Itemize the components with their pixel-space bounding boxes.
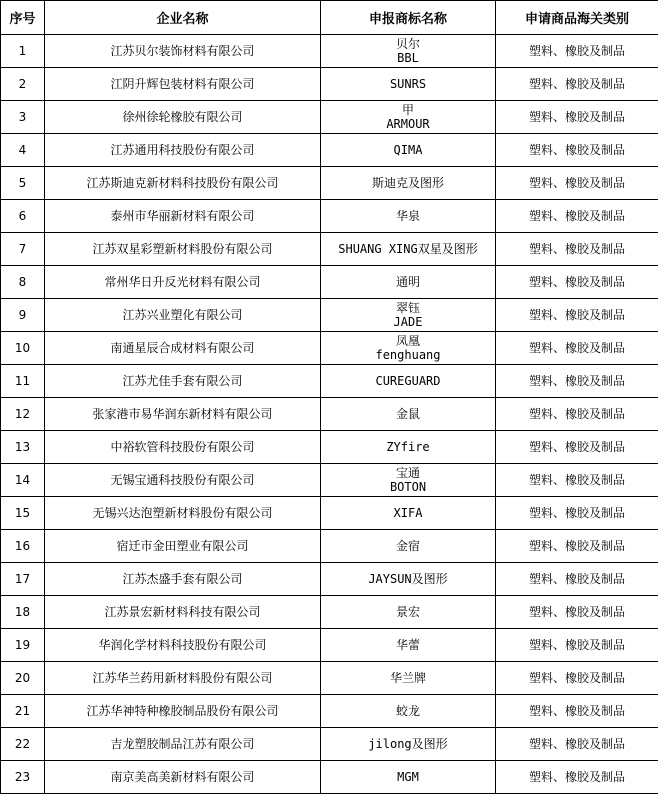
cell-index: 5 bbox=[1, 167, 45, 200]
trademark-line: CUREGUARD bbox=[321, 374, 495, 388]
cell-trademark bbox=[321, 596, 496, 629]
table-row bbox=[1, 530, 658, 563]
cell-index: 17 bbox=[1, 563, 45, 596]
cell-category: 塑料、橡胶及制品 bbox=[496, 629, 658, 662]
table-row bbox=[1, 596, 658, 629]
cell-category: 塑料、橡胶及制品 bbox=[496, 398, 658, 431]
cell-category: 塑料、橡胶及制品 bbox=[496, 662, 658, 695]
cell-company: 无锡兴达泡塑新材料股份有限公司 bbox=[45, 497, 321, 530]
trademark-line: 凤凰 bbox=[321, 334, 495, 348]
cell-company: 南京美高美新材料有限公司 bbox=[45, 761, 321, 794]
cell-index: 21 bbox=[1, 695, 45, 728]
cell-trademark bbox=[321, 431, 496, 464]
header-trademark: 申报商标名称 bbox=[321, 1, 496, 35]
trademark-line: ZYfire bbox=[321, 440, 495, 454]
cell-category: 塑料、橡胶及制品 bbox=[496, 530, 658, 563]
cell-trademark bbox=[321, 365, 496, 398]
cell-index: 1 bbox=[1, 35, 45, 68]
table-row bbox=[1, 761, 658, 794]
trademark-line: 华泉 bbox=[321, 209, 495, 223]
cell-company: 南通星辰合成材料有限公司 bbox=[45, 332, 321, 365]
cell-trademark bbox=[321, 497, 496, 530]
table-row bbox=[1, 299, 658, 332]
cell-company: 江苏华兰药用新材料股份有限公司 bbox=[45, 662, 321, 695]
table-row bbox=[1, 68, 658, 101]
trademark-line: 贝尔 bbox=[321, 37, 495, 51]
cell-company: 常州华日升反光材料有限公司 bbox=[45, 266, 321, 299]
cell-index: 4 bbox=[1, 134, 45, 167]
cell-company: 江苏兴业塑化有限公司 bbox=[45, 299, 321, 332]
cell-trademark bbox=[321, 35, 496, 68]
trademark-line: 华蕾 bbox=[321, 638, 495, 652]
cell-trademark bbox=[321, 662, 496, 695]
cell-company: 江苏华神特种橡胶制品股份有限公司 bbox=[45, 695, 321, 728]
table-row bbox=[1, 200, 658, 233]
cell-company: 江苏斯迪克新材料科技股份有限公司 bbox=[45, 167, 321, 200]
cell-category: 塑料、橡胶及制品 bbox=[496, 68, 658, 101]
cell-category: 塑料、橡胶及制品 bbox=[496, 332, 658, 365]
trademark-line: 蛟龙 bbox=[321, 704, 495, 718]
cell-category: 塑料、橡胶及制品 bbox=[496, 299, 658, 332]
table-row bbox=[1, 332, 658, 365]
cell-index: 23 bbox=[1, 761, 45, 794]
cell-company: 江苏通用科技股份有限公司 bbox=[45, 134, 321, 167]
trademark-line: 通明 bbox=[321, 275, 495, 289]
header-index: 序号 bbox=[1, 1, 45, 35]
cell-category: 塑料、橡胶及制品 bbox=[496, 563, 658, 596]
trademark-line: 华兰牌 bbox=[321, 671, 495, 685]
cell-category: 塑料、橡胶及制品 bbox=[496, 101, 658, 134]
cell-index: 8 bbox=[1, 266, 45, 299]
cell-company: 江苏景宏新材料科技有限公司 bbox=[45, 596, 321, 629]
cell-index: 3 bbox=[1, 101, 45, 134]
trademark-line: 宝通 bbox=[321, 466, 495, 480]
table-row bbox=[1, 563, 658, 596]
trademark-line: SHUANG XING双星及图形 bbox=[321, 242, 495, 256]
table-row bbox=[1, 167, 658, 200]
cell-index: 2 bbox=[1, 68, 45, 101]
cell-trademark bbox=[321, 398, 496, 431]
cell-company: 徐州徐轮橡胶有限公司 bbox=[45, 101, 321, 134]
cell-company: 江苏尤佳手套有限公司 bbox=[45, 365, 321, 398]
cell-index: 19 bbox=[1, 629, 45, 662]
table-row bbox=[1, 266, 658, 299]
table-row bbox=[1, 398, 658, 431]
cell-trademark bbox=[321, 464, 496, 497]
trademark-line: fenghuang bbox=[321, 348, 495, 362]
cell-category: 塑料、橡胶及制品 bbox=[496, 695, 658, 728]
table-row bbox=[1, 134, 658, 167]
header-row bbox=[1, 1, 658, 35]
cell-index: 11 bbox=[1, 365, 45, 398]
cell-company: 宿迁市金田塑业有限公司 bbox=[45, 530, 321, 563]
cell-trademark bbox=[321, 563, 496, 596]
cell-trademark bbox=[321, 167, 496, 200]
trademark-line: 景宏 bbox=[321, 605, 495, 619]
trademark-line: 斯迪克及图形 bbox=[321, 176, 495, 190]
trademark-line: 翠钰 bbox=[321, 301, 495, 315]
cell-trademark bbox=[321, 299, 496, 332]
cell-company: 中裕软管科技股份有限公司 bbox=[45, 431, 321, 464]
cell-trademark bbox=[321, 761, 496, 794]
cell-trademark bbox=[321, 629, 496, 662]
cell-category: 塑料、橡胶及制品 bbox=[496, 431, 658, 464]
cell-index: 18 bbox=[1, 596, 45, 629]
cell-trademark bbox=[321, 101, 496, 134]
cell-category: 塑料、橡胶及制品 bbox=[496, 266, 658, 299]
cell-company: 江苏贝尔装饰材料有限公司 bbox=[45, 35, 321, 68]
table-row bbox=[1, 497, 658, 530]
cell-company: 无锡宝通科技股份有限公司 bbox=[45, 464, 321, 497]
table-row bbox=[1, 35, 658, 68]
trademark-line: SUNRS bbox=[321, 77, 495, 91]
cell-company: 张家港市易华润东新材料有限公司 bbox=[45, 398, 321, 431]
cell-category: 塑料、橡胶及制品 bbox=[496, 464, 658, 497]
cell-index: 9 bbox=[1, 299, 45, 332]
cell-category: 塑料、橡胶及制品 bbox=[496, 134, 658, 167]
cell-category: 塑料、橡胶及制品 bbox=[496, 200, 658, 233]
cell-index: 15 bbox=[1, 497, 45, 530]
cell-category: 塑料、橡胶及制品 bbox=[496, 167, 658, 200]
cell-index: 12 bbox=[1, 398, 45, 431]
cell-category: 塑料、橡胶及制品 bbox=[496, 761, 658, 794]
cell-company: 江阴升辉包装材料有限公司 bbox=[45, 68, 321, 101]
header-company: 企业名称 bbox=[45, 1, 321, 35]
trademark-line: BOTON bbox=[321, 480, 495, 494]
cell-company: 江苏杰盛手套有限公司 bbox=[45, 563, 321, 596]
trademark-line: 金宿 bbox=[321, 539, 495, 553]
trademark-line: MGM bbox=[321, 770, 495, 784]
cell-index: 20 bbox=[1, 662, 45, 695]
cell-trademark bbox=[321, 68, 496, 101]
table-row bbox=[1, 233, 658, 266]
table-row bbox=[1, 365, 658, 398]
cell-company: 泰州市华丽新材料有限公司 bbox=[45, 200, 321, 233]
trademark-line: XIFA bbox=[321, 506, 495, 520]
cell-category: 塑料、橡胶及制品 bbox=[496, 497, 658, 530]
table-body bbox=[1, 35, 658, 794]
cell-index: 22 bbox=[1, 728, 45, 761]
header-category: 申请商品海关类别 bbox=[496, 1, 658, 35]
trademark-line: ARMOUR bbox=[321, 117, 495, 131]
cell-category: 塑料、橡胶及制品 bbox=[496, 365, 658, 398]
cell-index: 13 bbox=[1, 431, 45, 464]
cell-trademark bbox=[321, 728, 496, 761]
table-row bbox=[1, 728, 658, 761]
trademark-line: 甲 bbox=[321, 103, 495, 117]
table-row bbox=[1, 431, 658, 464]
cell-trademark bbox=[321, 200, 496, 233]
cell-index: 16 bbox=[1, 530, 45, 563]
cell-category: 塑料、橡胶及制品 bbox=[496, 35, 658, 68]
trademark-line: JAYSUN及图形 bbox=[321, 572, 495, 586]
trademark-line: 金鼠 bbox=[321, 407, 495, 421]
cell-company: 吉龙塑胶制品江苏有限公司 bbox=[45, 728, 321, 761]
cell-index: 10 bbox=[1, 332, 45, 365]
cell-trademark bbox=[321, 332, 496, 365]
cell-company: 华润化学材料科技股份有限公司 bbox=[45, 629, 321, 662]
cell-index: 6 bbox=[1, 200, 45, 233]
cell-category: 塑料、橡胶及制品 bbox=[496, 596, 658, 629]
table-row bbox=[1, 101, 658, 134]
cell-index: 14 bbox=[1, 464, 45, 497]
trademark-line: BBL bbox=[321, 51, 495, 65]
cell-trademark bbox=[321, 266, 496, 299]
cell-company: 江苏双星彩塑新材料股份有限公司 bbox=[45, 233, 321, 266]
trademark-line: JADE bbox=[321, 315, 495, 329]
cell-trademark bbox=[321, 233, 496, 266]
table-row bbox=[1, 695, 658, 728]
cell-category: 塑料、橡胶及制品 bbox=[496, 728, 658, 761]
trademark-line: jilong及图形 bbox=[321, 737, 495, 751]
trademark-line: QIMA bbox=[321, 143, 495, 157]
cell-category: 塑料、橡胶及制品 bbox=[496, 233, 658, 266]
table-row bbox=[1, 662, 658, 695]
cell-trademark bbox=[321, 134, 496, 167]
cell-index: 7 bbox=[1, 233, 45, 266]
table-row bbox=[1, 629, 658, 662]
cell-trademark bbox=[321, 530, 496, 563]
table-row bbox=[1, 464, 658, 497]
cell-trademark bbox=[321, 695, 496, 728]
